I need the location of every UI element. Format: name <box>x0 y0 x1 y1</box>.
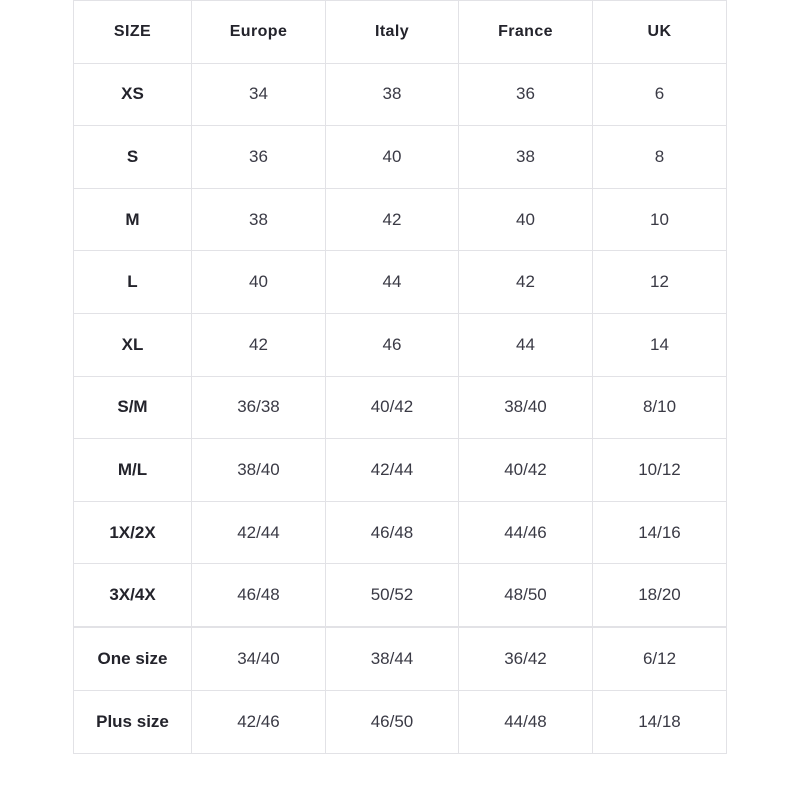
cell-uk: 10/12 <box>593 439 727 502</box>
cell-europe: 34/40 <box>192 627 326 690</box>
cell-france: 48/50 <box>459 564 593 627</box>
cell-uk: 14/16 <box>593 501 727 564</box>
cell-france: 40 <box>459 188 593 251</box>
cell-europe: 46/48 <box>192 564 326 627</box>
cell-france: 44/48 <box>459 690 593 753</box>
row-label: L <box>74 251 192 314</box>
cell-uk: 6/12 <box>593 627 727 690</box>
cell-france: 38/40 <box>459 376 593 439</box>
cell-italy: 38 <box>326 63 459 126</box>
cell-europe: 40 <box>192 251 326 314</box>
row-label: XS <box>74 63 192 126</box>
cell-uk: 18/20 <box>593 564 727 627</box>
table-header-row <box>74 1 727 64</box>
row-label-plus-size: Plus size <box>74 690 192 753</box>
cell-france: 44/46 <box>459 501 593 564</box>
table-row <box>74 564 727 627</box>
size-conversion-table <box>73 0 727 627</box>
cell-uk: 8 <box>593 126 727 189</box>
cell-france: 44 <box>459 313 593 376</box>
cell-france: 40/42 <box>459 439 593 502</box>
cell-france: 36/42 <box>459 627 593 690</box>
table-row <box>74 690 727 753</box>
cell-europe: 42/44 <box>192 501 326 564</box>
cell-uk: 6 <box>593 63 727 126</box>
cell-europe: 42/46 <box>192 690 326 753</box>
cell-uk: 14/18 <box>593 690 727 753</box>
cell-europe: 34 <box>192 63 326 126</box>
column-header-france: France <box>459 1 593 64</box>
row-label: XL <box>74 313 192 376</box>
cell-italy: 46/50 <box>326 690 459 753</box>
column-header-size: SIZE <box>74 1 192 64</box>
row-label: S/M <box>74 376 192 439</box>
table-row <box>74 313 727 376</box>
row-label: 3X/4X <box>74 564 192 627</box>
row-label: M/L <box>74 439 192 502</box>
row-label: M <box>74 188 192 251</box>
table-row <box>74 439 727 502</box>
cell-italy: 40 <box>326 126 459 189</box>
cell-italy: 42 <box>326 188 459 251</box>
cell-uk: 10 <box>593 188 727 251</box>
column-header-italy: Italy <box>326 1 459 64</box>
cell-italy: 46 <box>326 313 459 376</box>
table-row <box>74 251 727 314</box>
cell-uk: 14 <box>593 313 727 376</box>
cell-europe: 36/38 <box>192 376 326 439</box>
column-header-uk: UK <box>593 1 727 64</box>
cell-france: 36 <box>459 63 593 126</box>
cell-italy: 46/48 <box>326 501 459 564</box>
cell-italy: 44 <box>326 251 459 314</box>
cell-europe: 38 <box>192 188 326 251</box>
cell-italy: 40/42 <box>326 376 459 439</box>
table-row <box>74 501 727 564</box>
cell-uk: 8/10 <box>593 376 727 439</box>
row-label: S <box>74 126 192 189</box>
cell-uk: 12 <box>593 251 727 314</box>
table-row <box>74 63 727 126</box>
cell-italy: 38/44 <box>326 627 459 690</box>
cell-europe: 42 <box>192 313 326 376</box>
table-row <box>74 126 727 189</box>
row-label-one-size: One size <box>74 627 192 690</box>
cell-italy: 50/52 <box>326 564 459 627</box>
table-row <box>74 627 727 690</box>
cell-italy: 42/44 <box>326 439 459 502</box>
cell-france: 38 <box>459 126 593 189</box>
cell-europe: 36 <box>192 126 326 189</box>
cell-europe: 38/40 <box>192 439 326 502</box>
one-size-table <box>73 627 727 754</box>
column-header-europe: Europe <box>192 1 326 64</box>
cell-france: 42 <box>459 251 593 314</box>
table-row <box>74 376 727 439</box>
table-row <box>74 188 727 251</box>
row-label: 1X/2X <box>74 501 192 564</box>
